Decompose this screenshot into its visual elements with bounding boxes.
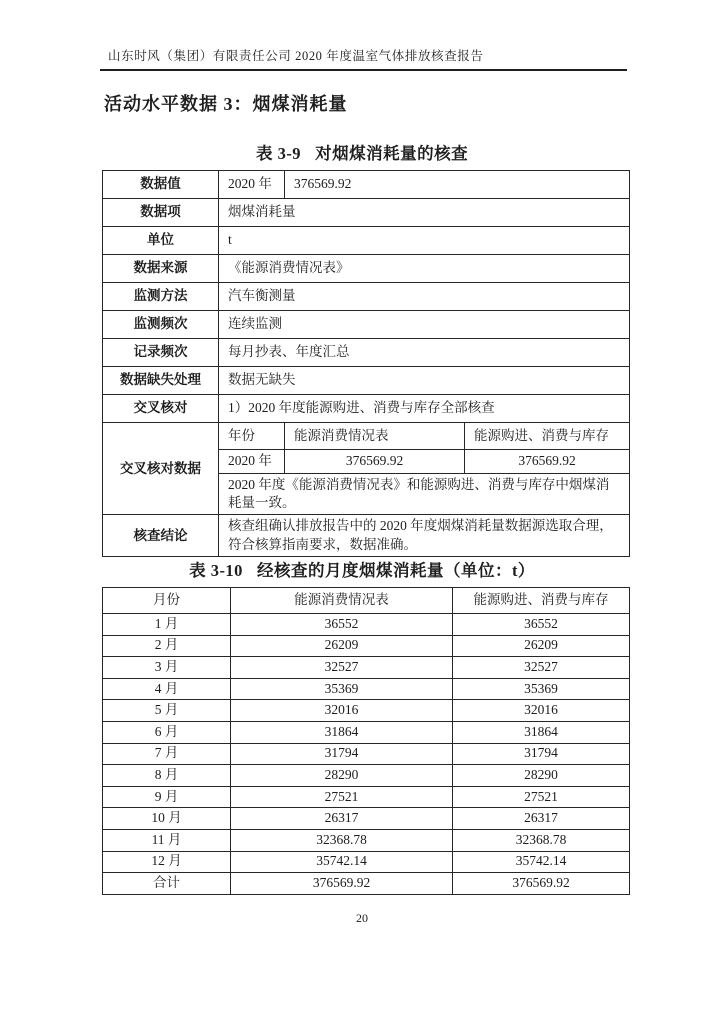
table-3-10-caption-text: 经核查的月度烟煤消耗量（单位：t） xyxy=(256,561,535,580)
cell-inventory: 27521 xyxy=(453,786,630,808)
row-data-item xyxy=(103,199,630,227)
cell-consumption: 26209 xyxy=(231,635,453,657)
cell-month: 8 月 xyxy=(103,765,231,787)
cell-monitoring-frequency-value: 连续监测 xyxy=(219,311,630,339)
section-heading: 活动水平数据 3：烟煤消耗量 xyxy=(104,94,348,114)
cell-data-value-amount: 376569.92 xyxy=(285,171,630,199)
row-monitoring-method-label: 监测方法 xyxy=(103,283,219,311)
cell-month: 4 月 xyxy=(103,678,231,700)
cell-month: 6 月 xyxy=(103,721,231,743)
table-row-jul xyxy=(103,743,630,765)
cell-month: 7 月 xyxy=(103,743,231,765)
cell-crossdata-header-inventory: 能源购进、消费与库存 xyxy=(465,423,630,450)
cell-inventory: 32368.78 xyxy=(453,829,630,851)
cell-cross-check-value: 1）2020 年度能源购进、消费与库存全部核查 xyxy=(219,395,630,423)
row-data-value-label: 数据值 xyxy=(103,171,219,199)
row-unit xyxy=(103,227,630,255)
table-row-aug xyxy=(103,765,630,787)
table-3-9 xyxy=(102,170,630,557)
cell-inventory: 35369 xyxy=(453,678,630,700)
cell-inventory: 36552 xyxy=(453,614,630,636)
table-3-10 xyxy=(102,587,630,895)
cell-crossdata-consumption: 376569.92 xyxy=(285,450,465,474)
cell-month: 5 月 xyxy=(103,700,231,722)
row-unit-label: 单位 xyxy=(103,227,219,255)
cell-crossdata-note: 2020 年度《能源消费情况表》和能源购进、消费与库存中烟煤消耗量一致。 xyxy=(219,474,630,515)
cell-inventory: 26317 xyxy=(453,808,630,830)
table-3-9-caption-number: 表 3-9 xyxy=(255,144,302,163)
row-data-item-label: 数据项 xyxy=(103,199,219,227)
table-3-9-caption-text: 对烟煤消耗量的核查 xyxy=(315,144,469,163)
cell-inventory: 31794 xyxy=(453,743,630,765)
column-header-consumption: 能源消费情况表 xyxy=(231,588,453,614)
row-cross-check-label: 交叉核对 xyxy=(103,395,219,423)
cell-missing-data-handling-value: 数据无缺失 xyxy=(219,367,630,395)
table-row-jan xyxy=(103,614,630,636)
table-row-sep xyxy=(103,786,630,808)
cell-month: 1 月 xyxy=(103,614,231,636)
row-verification-conclusion xyxy=(103,515,630,556)
header-title: 山东时风（集团）有限责任公司 2020 年度温室气体排放核查报告 xyxy=(108,49,484,63)
row-monitoring-frequency-label: 监测频次 xyxy=(103,311,219,339)
table-row-mar xyxy=(103,657,630,679)
row-data-source xyxy=(103,255,630,283)
cell-monitoring-method-value: 汽车衡测量 xyxy=(219,283,630,311)
row-cross-check-data-label: 交叉核对数据 xyxy=(103,423,219,515)
row-verification-conclusion-label: 核查结论 xyxy=(103,515,219,556)
cell-data-value-year: 2020 年 xyxy=(219,171,285,199)
cell-consumption: 32368.78 xyxy=(231,829,453,851)
column-header-month: 月份 xyxy=(103,588,231,614)
cell-unit-value: t xyxy=(219,227,630,255)
cell-crossdata-header-consumption: 能源消费情况表 xyxy=(285,423,465,450)
cell-month: 10 月 xyxy=(103,808,231,830)
cell-month: 11 月 xyxy=(103,829,231,851)
row-record-frequency-label: 记录频次 xyxy=(103,339,219,367)
row-data-source-label: 数据来源 xyxy=(103,255,219,283)
table-3-9-caption xyxy=(0,140,724,164)
table-row-oct xyxy=(103,808,630,830)
cell-consumption: 28290 xyxy=(231,765,453,787)
cell-consumption: 35369 xyxy=(231,678,453,700)
row-cross-check-data-header xyxy=(103,423,630,450)
table-row-jun xyxy=(103,721,630,743)
cell-consumption: 26317 xyxy=(231,808,453,830)
table-row-dec xyxy=(103,851,630,873)
cell-consumption: 36552 xyxy=(231,614,453,636)
table-row-apr xyxy=(103,678,630,700)
cell-inventory-total: 376569.92 xyxy=(453,873,630,895)
cell-data-source-value: 《能源消费情况表》 xyxy=(219,255,630,283)
cell-crossdata-year: 2020 年 xyxy=(219,450,285,474)
cell-month-total: 合计 xyxy=(103,873,231,895)
cell-inventory: 32016 xyxy=(453,700,630,722)
cell-consumption: 31864 xyxy=(231,721,453,743)
cell-month: 9 月 xyxy=(103,786,231,808)
cell-consumption: 32016 xyxy=(231,700,453,722)
row-missing-data-handling xyxy=(103,367,630,395)
cell-verification-conclusion-value: 核查组确认排放报告中的 2020 年度烟煤消耗量数据源选取合理，符合核算指南要求，数据准确。 xyxy=(219,515,630,556)
cell-crossdata-inventory: 376569.92 xyxy=(465,450,630,474)
cell-inventory: 28290 xyxy=(453,765,630,787)
table-3-10-header-row xyxy=(103,588,630,614)
cell-consumption: 27521 xyxy=(231,786,453,808)
table-row-feb xyxy=(103,635,630,657)
row-monitoring-method xyxy=(103,283,630,311)
cell-inventory: 31864 xyxy=(453,721,630,743)
row-record-frequency xyxy=(103,339,630,367)
cell-month: 2 月 xyxy=(103,635,231,657)
cell-crossdata-header-year: 年份 xyxy=(219,423,285,450)
table-row-nov xyxy=(103,829,630,851)
table-3-10-caption-number: 表 3-10 xyxy=(189,561,243,580)
cell-inventory: 32527 xyxy=(453,657,630,679)
table-row-may xyxy=(103,700,630,722)
row-data-value xyxy=(103,171,630,199)
page-number: 20 xyxy=(356,911,368,925)
row-monitoring-frequency xyxy=(103,311,630,339)
row-missing-data-handling-label: 数据缺失处理 xyxy=(103,367,219,395)
cell-month: 3 月 xyxy=(103,657,231,679)
cell-data-item-value: 烟煤消耗量 xyxy=(219,199,630,227)
column-header-inventory: 能源购进、消费与库存 xyxy=(453,588,630,614)
row-cross-check xyxy=(103,395,630,423)
cell-inventory: 35742.14 xyxy=(453,851,630,873)
cell-consumption: 32527 xyxy=(231,657,453,679)
cell-consumption: 35742.14 xyxy=(231,851,453,873)
cell-record-frequency-value: 每月抄表、年度汇总 xyxy=(219,339,630,367)
cell-consumption-total: 376569.92 xyxy=(231,873,453,895)
cell-month: 12 月 xyxy=(103,851,231,873)
document-header xyxy=(100,46,627,71)
table-row-total xyxy=(103,873,630,895)
cell-inventory: 26209 xyxy=(453,635,630,657)
table-3-10-caption xyxy=(0,557,724,581)
cell-consumption: 31794 xyxy=(231,743,453,765)
